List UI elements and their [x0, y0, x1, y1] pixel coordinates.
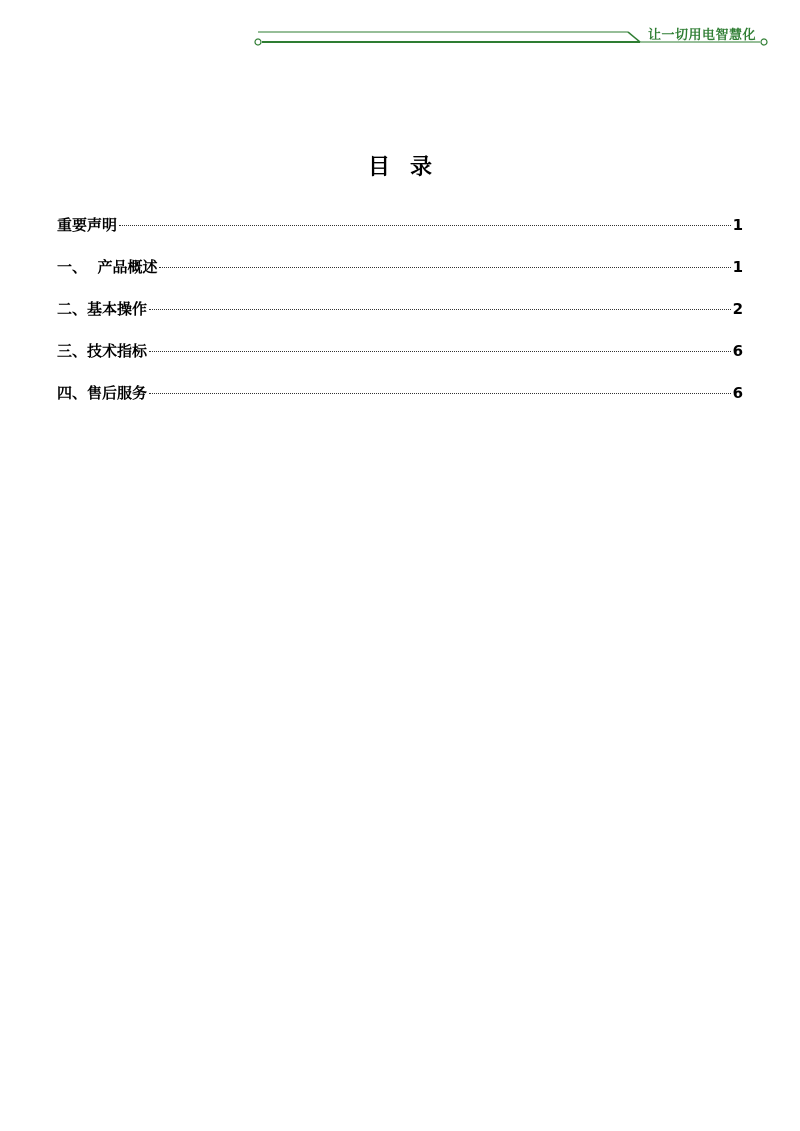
- page-header: [0, 0, 800, 60]
- right-node-icon: [761, 39, 767, 45]
- toc-dot-leader: [149, 393, 731, 394]
- toc-entry-label: 重要声明: [57, 216, 118, 234]
- toc-entry-page: 6: [732, 342, 743, 360]
- toc-entry-page: 1: [732, 258, 743, 276]
- toc-entry-basic-operation[interactable]: [57, 298, 743, 340]
- toc-entry-page: 1: [732, 216, 743, 234]
- table-of-contents: [57, 214, 743, 424]
- toc-entry-label: 二、基本操作: [57, 300, 148, 318]
- toc-entry-product-overview[interactable]: [57, 256, 743, 298]
- toc-entry-page: 6: [732, 384, 743, 402]
- toc-entry-page: 2: [732, 300, 743, 318]
- toc-entry-label: 一、 产品概述: [57, 258, 158, 276]
- toc-dot-leader: [119, 225, 731, 226]
- header-slogan: 让一切用电智慧化: [648, 28, 757, 43]
- toc-entry-technical-specs[interactable]: [57, 340, 743, 382]
- toc-entry-important-notice[interactable]: [57, 214, 743, 256]
- toc-dot-leader: [149, 351, 731, 352]
- toc-title: 目录: [367, 155, 452, 180]
- toc-dot-leader: [149, 309, 731, 310]
- left-node-icon: [255, 39, 261, 45]
- toc-entry-label: 四、售后服务: [57, 384, 148, 402]
- toc-dot-leader: [159, 267, 730, 268]
- toc-entry-after-sales[interactable]: [57, 382, 743, 424]
- toc-entry-label: 三、技术指标: [57, 342, 148, 360]
